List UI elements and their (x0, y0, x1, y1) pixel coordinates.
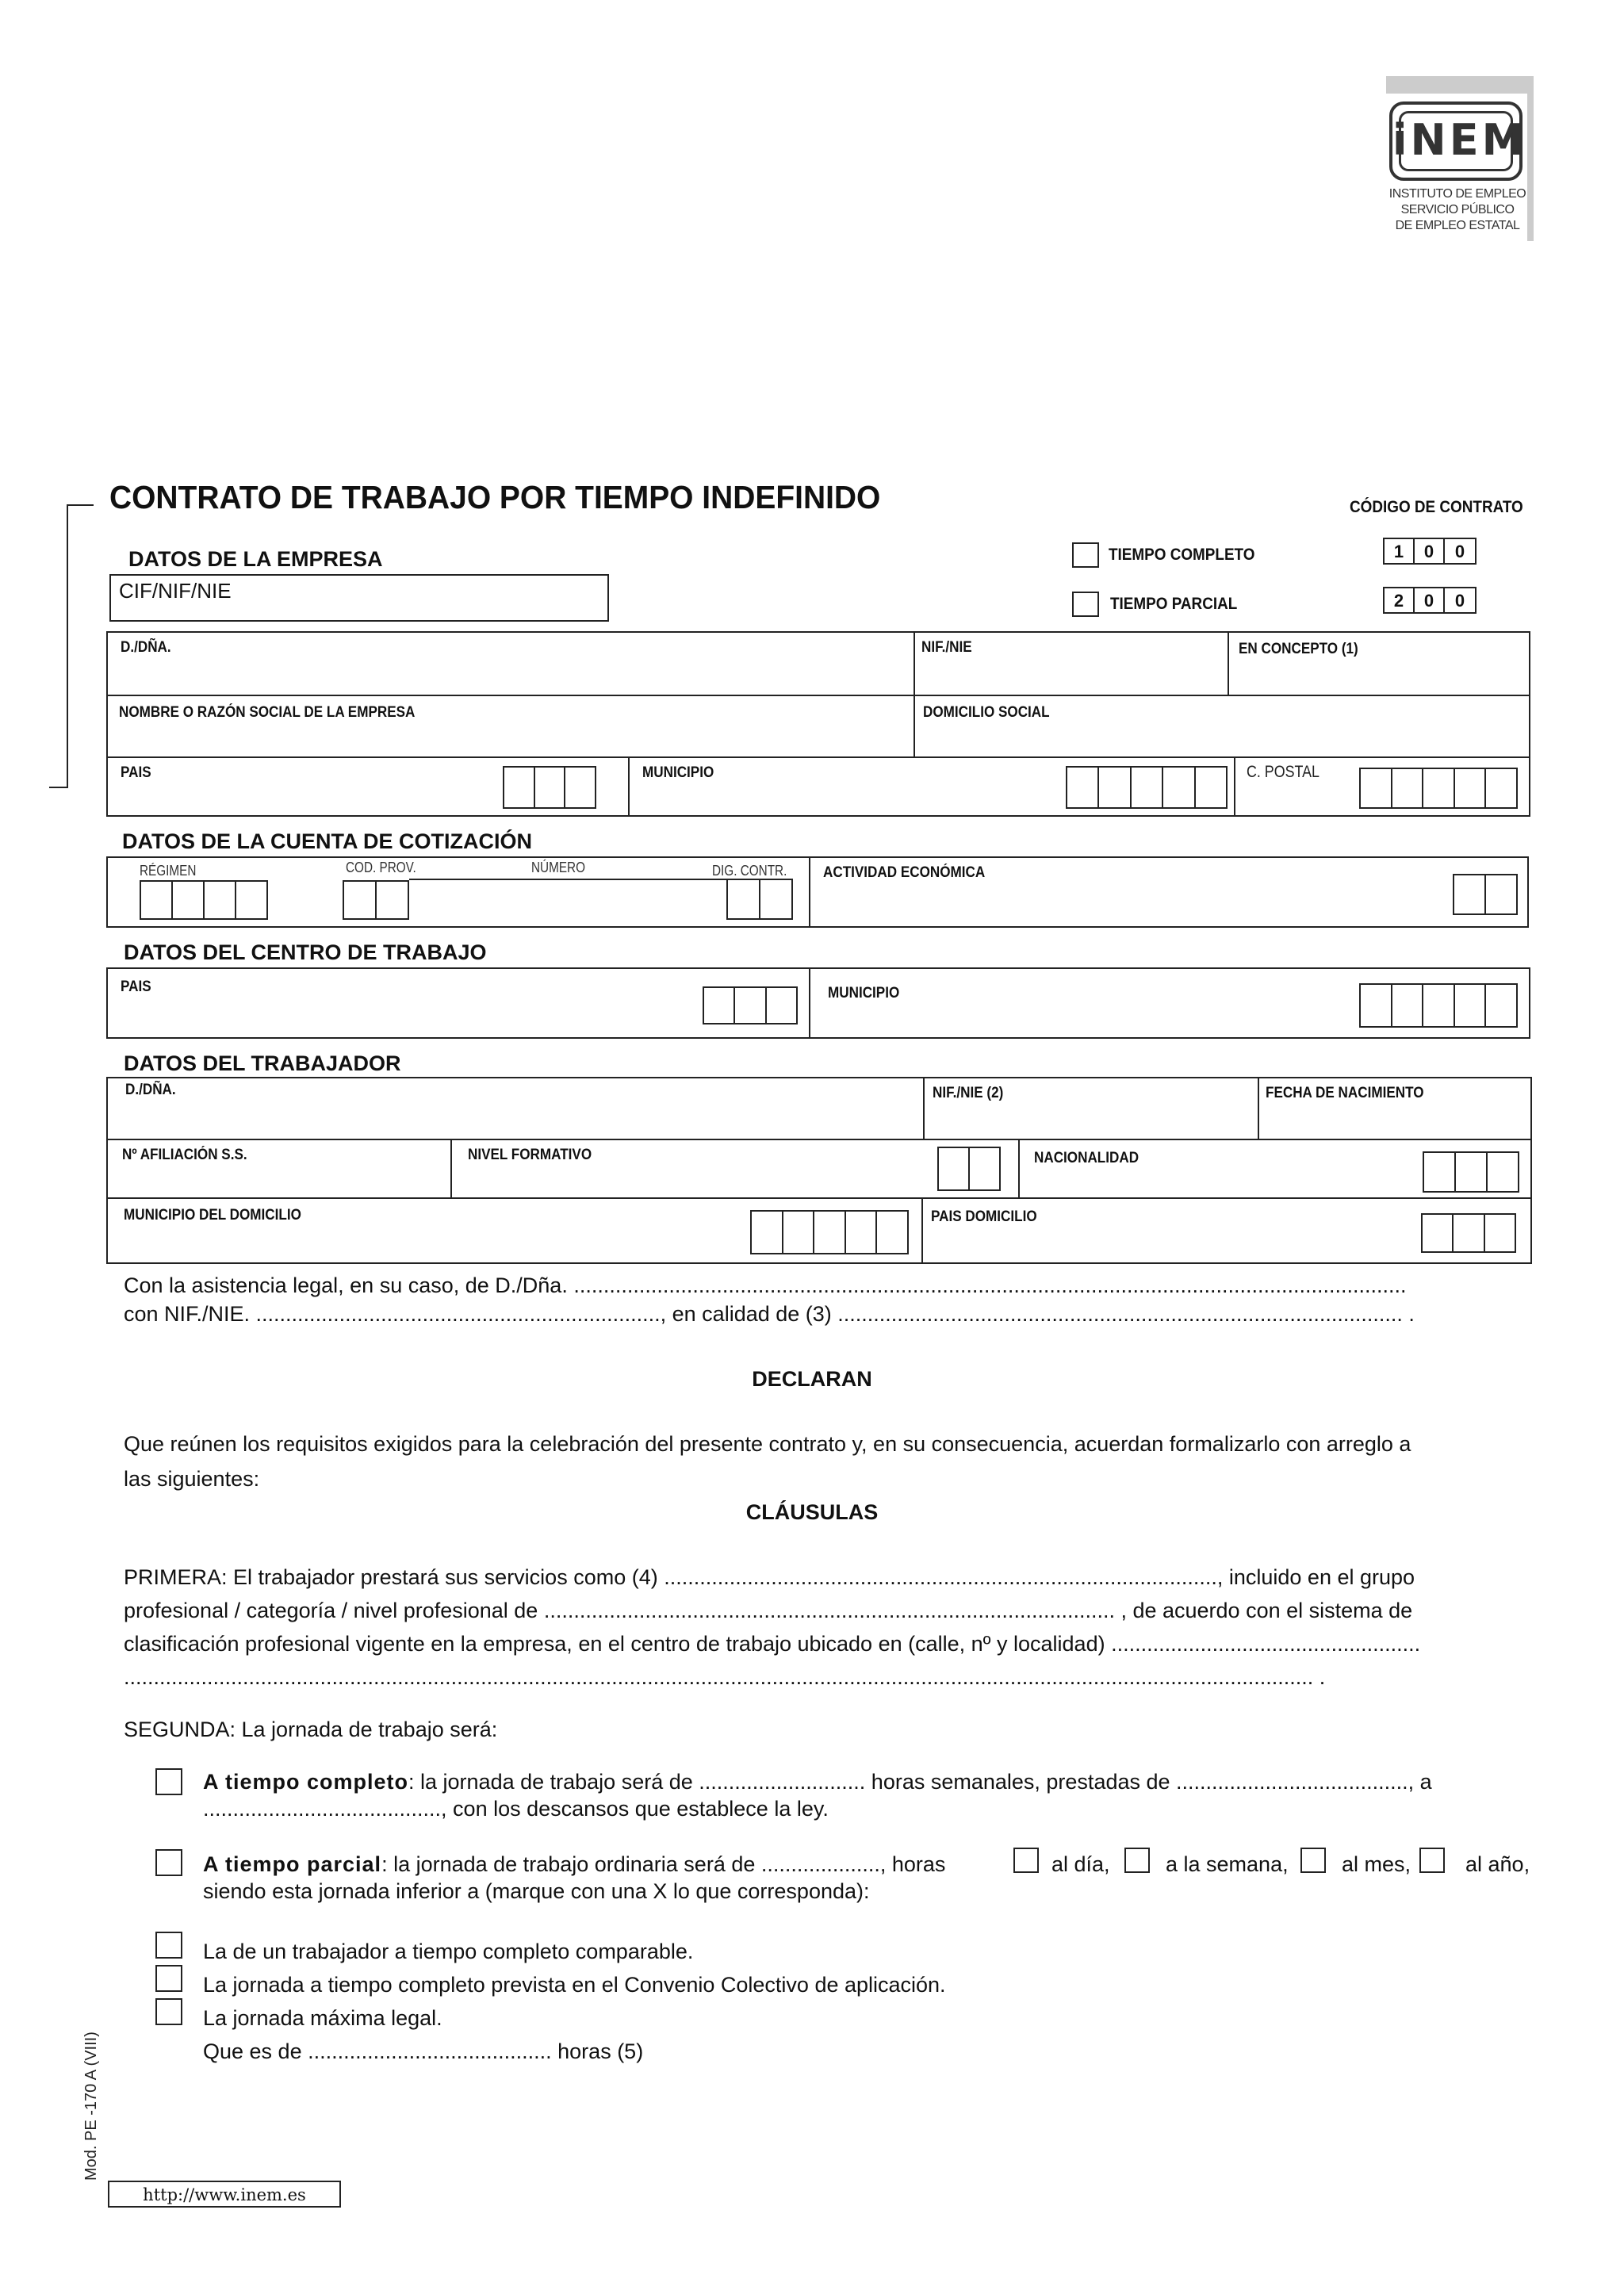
code-digit: 1 (1385, 539, 1415, 563)
tiempo-parcial-checkbox[interactable] (1072, 592, 1099, 617)
quees-line: Que es de ......................................... horas (5) (203, 2039, 644, 2063)
opt-comparable-label: La de un trabajador a tiempo completo comparable. (203, 1940, 694, 1963)
reunen-line-2: las siguientes: (124, 1467, 260, 1491)
code-digit: 0 (1454, 591, 1465, 611)
jornada-parcial-text: : la jornada de trabajo ordinaria será de ...................., horas (381, 1852, 946, 1876)
code-digit: 0 (1454, 542, 1465, 561)
nacionalidad-cells[interactable] (1423, 1151, 1519, 1193)
empresa-nif-label: NIF./NIE (921, 639, 972, 656)
logo-line1: INSTITUTO DE EMPLEO (1388, 187, 1526, 201)
empresa-d-dna-label: D./DÑA. (121, 639, 171, 656)
opt-comparable-checkbox[interactable] (155, 1932, 182, 1959)
asistencia-line-1: Con la asistencia legal, en su caso, de D./Dña. ............................................................................................................................................ (124, 1273, 1407, 1297)
opt-maxima-checkbox[interactable] (155, 1998, 182, 2025)
centro-table (106, 967, 1530, 1039)
centro-municipio-cells[interactable] (1359, 983, 1518, 1028)
opt-maxima-label: La jornada máxima legal. (203, 2006, 442, 2030)
primera-line-3: clasificación profesional vigente en la empresa, en el centro de trabajo ubicado en (calle, nº y localidad) .................................................... (124, 1632, 1421, 1656)
opt-convenio-label: La jornada a tiempo completo prevista en el Convenio Colectivo de aplicación. (203, 1973, 946, 1997)
declaran-heading: DECLARAN (752, 1367, 872, 1391)
inem-logo (1386, 76, 1534, 241)
nivel-formativo-cells[interactable] (937, 1147, 1001, 1191)
jornada-parcial-line-1 (203, 1854, 945, 1875)
empresa-section-title: DATOS DE LA EMPRESA (128, 547, 383, 571)
primera-line-1: PRIMERA: El trabajador prestará sus servicios como (4) ............................................................................................., incluido en el grupo (124, 1565, 1415, 1589)
tiempo-parcial-label: TIEMPO PARCIAL (1110, 595, 1238, 613)
empresa-cpostal-cells[interactable] (1359, 768, 1518, 809)
empresa-table (106, 631, 1530, 817)
numero-line (409, 879, 728, 880)
centro-pais-cells[interactable] (703, 986, 798, 1024)
page-title: CONTRATO DE TRABAJO POR TIEMPO INDEFINIDO (109, 479, 881, 515)
centro-municipio-label: MUNICIPIO (828, 985, 900, 1001)
centro-section-title: DATOS DEL CENTRO DE TRABAJO (124, 940, 487, 964)
empresa-pais-cells[interactable] (503, 766, 596, 809)
empresa-concepto-label: EN CONCEPTO (1) (1239, 641, 1358, 657)
al-dia-label: al día, (1051, 1852, 1110, 1876)
codigo-completo-cells (1383, 538, 1477, 565)
logo-line2: SERVICIO PÚBLICO (1400, 203, 1515, 216)
empresa-municipio-label: MUNICIPIO (642, 764, 714, 781)
tiempo-completo-label: TIEMPO COMPLETO (1109, 546, 1255, 564)
code-digit: 2 (1385, 588, 1415, 612)
a-semana-checkbox[interactable] (1124, 1848, 1150, 1873)
numero-label: NÚMERO (531, 860, 585, 875)
model-code: Mod. PE -170 A (VIII) (82, 2032, 100, 2181)
trabajador-d-dna-label: D./DÑA. (125, 1082, 176, 1098)
trabajador-section-title: DATOS DEL TRABAJADOR (124, 1051, 401, 1075)
jornada-completo-text: : la jornada de trabajo será de ............................ horas semanales, prestadas de ......................................., a (408, 1770, 1432, 1794)
dig-contr-label: DIG. CONTR. (712, 863, 787, 879)
primera-line-2: profesional / categoría / nivel profesional de ................................................................................................ , de acuerdo con el sistema de (124, 1599, 1413, 1622)
code-digit: 0 (1415, 588, 1445, 612)
cuenta-table (106, 856, 1529, 928)
dig-contr-cells[interactable] (726, 879, 793, 920)
primera-line-4: ........................................................................................................................................................................................................ . (124, 1665, 1326, 1689)
empresa-nombre-label: NOMBRE O RAZÓN SOCIAL DE LA EMPRESA (119, 704, 416, 721)
cod-prov-label: COD. PROV. (346, 860, 416, 875)
pais-domicilio-cells[interactable] (1421, 1213, 1516, 1253)
nivel-formativo-label: NIVEL FORMATIVO (468, 1147, 592, 1163)
segunda-line: SEGUNDA: La jornada de trabajo será: (124, 1718, 498, 1741)
regimen-label: RÉGIMEN (140, 863, 197, 879)
municipio-domicilio-cells[interactable] (750, 1210, 909, 1254)
reunen-line-1: Que reúnen los requisitos exigidos para la celebración del presente contrato y, en su consecuencia, acuerdan formalizarlo con arreglo a (124, 1432, 1411, 1456)
jornada-completo-checkbox[interactable] (155, 1768, 182, 1795)
tiempo-completo-checkbox[interactable] (1072, 542, 1099, 568)
regimen-cells[interactable] (140, 880, 268, 920)
jornada-completo-line-2: ........................................, con los descansos que establece la ley. (203, 1797, 829, 1821)
fecha-nacimiento-label: FECHA DE NACIMIENTO (1266, 1085, 1424, 1101)
al-mes-checkbox[interactable] (1300, 1848, 1326, 1873)
al-ano-label: al año, (1465, 1852, 1530, 1876)
logo-name: iNEM (1392, 115, 1528, 165)
logo-mark (1389, 101, 1528, 181)
centro-pais-label: PAIS (121, 978, 151, 995)
afiliacion-label: Nº AFILIACIÓN S.S. (122, 1147, 247, 1163)
jornada-parcial-line-2: siendo esta jornada inferior a (marque con una X lo que corresponda): (203, 1879, 870, 1903)
url-text: http://www.inem.es (143, 2185, 306, 2204)
left-bracket-top (67, 504, 94, 506)
empresa-pais-label: PAIS (121, 764, 151, 781)
al-mes-label: al mes, (1342, 1852, 1411, 1876)
empresa-municipio-cells[interactable] (1066, 766, 1228, 809)
logo-top-bar (1386, 76, 1534, 94)
opt-convenio-checkbox[interactable] (155, 1965, 182, 1992)
jornada-parcial-title: A tiempo parcial (203, 1852, 382, 1876)
codigo-contrato-label: CÓDIGO DE CONTRATO (1350, 498, 1523, 516)
al-ano-checkbox[interactable] (1419, 1848, 1445, 1873)
logo-side-bar (1527, 94, 1534, 241)
actividad-cells[interactable] (1453, 874, 1518, 915)
jornada-parcial-checkbox[interactable] (155, 1849, 182, 1876)
empresa-cpostal-label: C. POSTAL (1247, 763, 1320, 781)
trabajador-nif-label: NIF./NIE (2) (933, 1085, 1004, 1101)
clausulas-heading: CLÁUSULAS (745, 1500, 879, 1524)
left-bracket-bottom (49, 787, 68, 788)
asistencia-line-2: con NIF./NIE. ...................................................................., en calidad de (3) ............................................................................................... . (124, 1302, 1415, 1326)
municipio-domicilio-label: MUNICIPIO DEL DOMICILIO (124, 1207, 301, 1224)
logo-line3: DE EMPLEO ESTATAL (1395, 219, 1520, 232)
actividad-label: ACTIVIDAD ECONÓMICA (823, 864, 986, 881)
al-dia-checkbox[interactable] (1013, 1848, 1039, 1873)
code-digit: 0 (1415, 539, 1445, 563)
jornada-completo-title: A tiempo completo (203, 1770, 409, 1794)
codigo-parcial-cells (1383, 587, 1477, 614)
pais-domicilio-label: PAIS DOMICILIO (931, 1208, 1037, 1225)
empresa-domicilio-label: DOMICILIO SOCIAL (923, 704, 1050, 721)
cuenta-section-title: DATOS DE LA CUENTA DE COTIZACIÓN (122, 829, 532, 853)
url-box[interactable] (108, 2181, 341, 2208)
cif-label: CIF/NIF/NIE (119, 579, 232, 603)
nacionalidad-label: NACIONALIDAD (1034, 1150, 1139, 1166)
a-semana-label: a la semana, (1166, 1852, 1289, 1876)
cod-prov-cells[interactable] (343, 880, 409, 920)
jornada-completo-line-1 (203, 1771, 1432, 1793)
left-bracket (67, 504, 68, 787)
